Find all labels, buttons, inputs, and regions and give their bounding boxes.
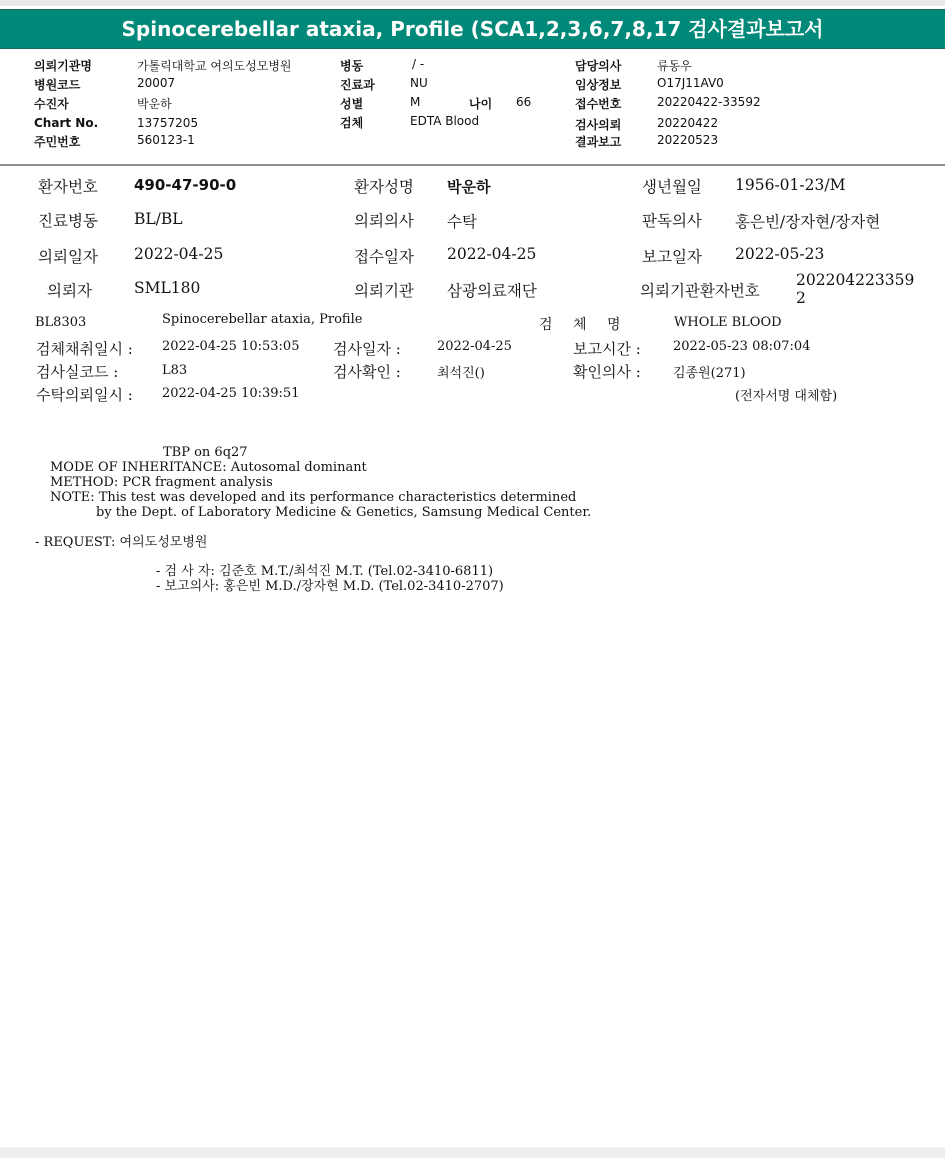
- value-age: 66: [516, 95, 532, 109]
- label-ward-bl: 진료병동: [38, 212, 98, 230]
- label-attending-doctor: 담당의사: [575, 59, 622, 73]
- value-reading-doctor: 홍은빈/장자현/장자현: [735, 213, 881, 231]
- report-title: Spinocerebellar ataxia, Profile (SCA1,2,3,6,7,8,17 검사결과보고서: [0, 9, 945, 49]
- value-patient-no: 490-47-90-0: [134, 176, 237, 194]
- value-sex: M: [410, 95, 421, 109]
- result-method: METHOD: PCR fragment analysis: [50, 475, 273, 490]
- label-hospital-code: 병원코드: [34, 78, 81, 92]
- electronic-signature-note: (전자서명 대체함): [735, 389, 838, 404]
- label-test-date: 검사일자 :: [333, 340, 401, 358]
- label-clinical-info: 임상정보: [575, 78, 622, 92]
- label-accession-no: 접수번호: [575, 97, 622, 111]
- label-dob: 생년월일: [642, 178, 702, 196]
- label-result-report: 결과보고: [575, 135, 622, 149]
- label-test-request: 검사의뢰: [575, 118, 622, 132]
- value-ward-bl: BL/BL: [134, 210, 183, 228]
- header-divider: [0, 164, 945, 166]
- result-gene: TBP on 6q27: [163, 445, 248, 460]
- bottom-strip: [0, 1147, 945, 1158]
- value-lab-code: L83: [162, 363, 188, 378]
- result-tester: - 검 사 자: 김준호 M.T./최석진 M.T. (Tel.02-3410-6811): [156, 564, 494, 579]
- label-sex: 성별: [340, 97, 364, 111]
- label-receive-date: 접수일자: [354, 248, 414, 266]
- value-requester: SML180: [134, 279, 201, 297]
- value-result-report: 20220523: [657, 133, 719, 147]
- value-specimen: EDTA Blood: [410, 114, 480, 128]
- label-test-confirm: 검사확인 :: [333, 363, 401, 381]
- label-resident-no: 주민번호: [34, 135, 81, 149]
- label-reading-doctor: 판독의사: [642, 212, 702, 230]
- label-specimen-name: 검 체 명: [539, 317, 629, 333]
- label-confirm-doctor: 확인의사 :: [573, 363, 641, 381]
- label-outsource-datetime: 수탁의뢰일시 :: [36, 386, 133, 404]
- value-ward: / -: [412, 57, 425, 71]
- value-examinee: 박운하: [137, 97, 172, 111]
- result-reporter: - 보고의사: 홍은빈 M.D./장자현 M.D. (Tel.02-3410-2707): [156, 579, 504, 594]
- value-requesting-institution: 삼광의료재단: [447, 282, 537, 300]
- value-specimen-name: WHOLE BLOOD: [674, 315, 782, 330]
- label-institution-patient-no: 의뢰기관환자번호: [640, 282, 760, 300]
- value-hospital-code: 20007: [137, 76, 176, 90]
- result-note-line2: by the Dept. of Laboratory Medicine & Genetics, Samsung Medical Center.: [96, 505, 592, 520]
- result-request: - REQUEST: 여의도성모병원: [35, 535, 208, 550]
- value-test-request: 20220422: [657, 116, 719, 130]
- value-collection-datetime: 2022-04-25 10:53:05: [162, 339, 300, 354]
- value-accession-no: 20220422-33592: [657, 95, 761, 109]
- label-requesting-doctor: 의뢰의사: [354, 212, 414, 230]
- value-confirm-doctor: 김종원(271): [673, 366, 746, 381]
- result-inheritance: MODE OF INHERITANCE: Autosomal dominant: [50, 460, 367, 475]
- label-lab-code: 검사실코드 :: [36, 363, 119, 381]
- value-dob: 1956-01-23/M: [735, 176, 846, 194]
- value-clinical-info: O17J11AV0: [657, 76, 724, 90]
- value-institution-patient-no-line1: 202204223359: [796, 271, 915, 289]
- value-receive-date: 2022-04-25: [447, 245, 537, 263]
- value-request-date: 2022-04-25: [134, 245, 224, 263]
- label-ward: 병동: [340, 59, 364, 73]
- value-patient-name: 박운하: [447, 178, 491, 196]
- value-test-confirm: 최석진(): [437, 366, 485, 381]
- value-outsource-datetime: 2022-04-25 10:39:51: [162, 386, 300, 401]
- label-patient-name: 환자성명: [354, 178, 414, 196]
- top-strip: [0, 0, 945, 6]
- test-name: Spinocerebellar ataxia, Profile: [162, 312, 363, 327]
- value-chart-no: 13757205: [137, 116, 199, 130]
- label-requester: 의뢰자: [47, 282, 92, 300]
- value-test-date: 2022-04-25: [437, 339, 512, 354]
- label-report-date: 보고일자: [642, 248, 702, 266]
- value-resident-no: 560123-1: [137, 133, 195, 147]
- value-report-date: 2022-05-23: [735, 245, 825, 263]
- label-chart-no: Chart No.: [34, 116, 99, 130]
- value-department: NU: [410, 76, 428, 90]
- label-examinee: 수진자: [34, 97, 69, 111]
- label-collection-datetime: 검체채취일시 :: [36, 340, 133, 358]
- label-specimen: 검체: [340, 116, 364, 130]
- test-code: BL8303: [35, 315, 87, 330]
- value-requesting-doctor: 수탁: [447, 213, 477, 231]
- value-institution-patient-no-line2: 2: [796, 289, 806, 307]
- value-institution: 가톨릭대학교 여의도성모병원: [137, 59, 292, 73]
- label-age: 나이: [469, 97, 493, 111]
- result-note-line1: NOTE: This test was developed and its performance characteristics determined: [50, 490, 577, 505]
- label-report-time: 보고시간 :: [573, 340, 641, 358]
- value-attending-doctor: 류동우: [657, 59, 692, 73]
- label-department: 진료과: [340, 78, 375, 92]
- label-institution: 의뢰기관명: [34, 59, 92, 73]
- label-request-date: 의뢰일자: [38, 248, 98, 266]
- value-report-time: 2022-05-23 08:07:04: [673, 339, 811, 354]
- label-patient-no: 환자번호: [38, 178, 98, 196]
- label-requesting-institution: 의뢰기관: [354, 282, 414, 300]
